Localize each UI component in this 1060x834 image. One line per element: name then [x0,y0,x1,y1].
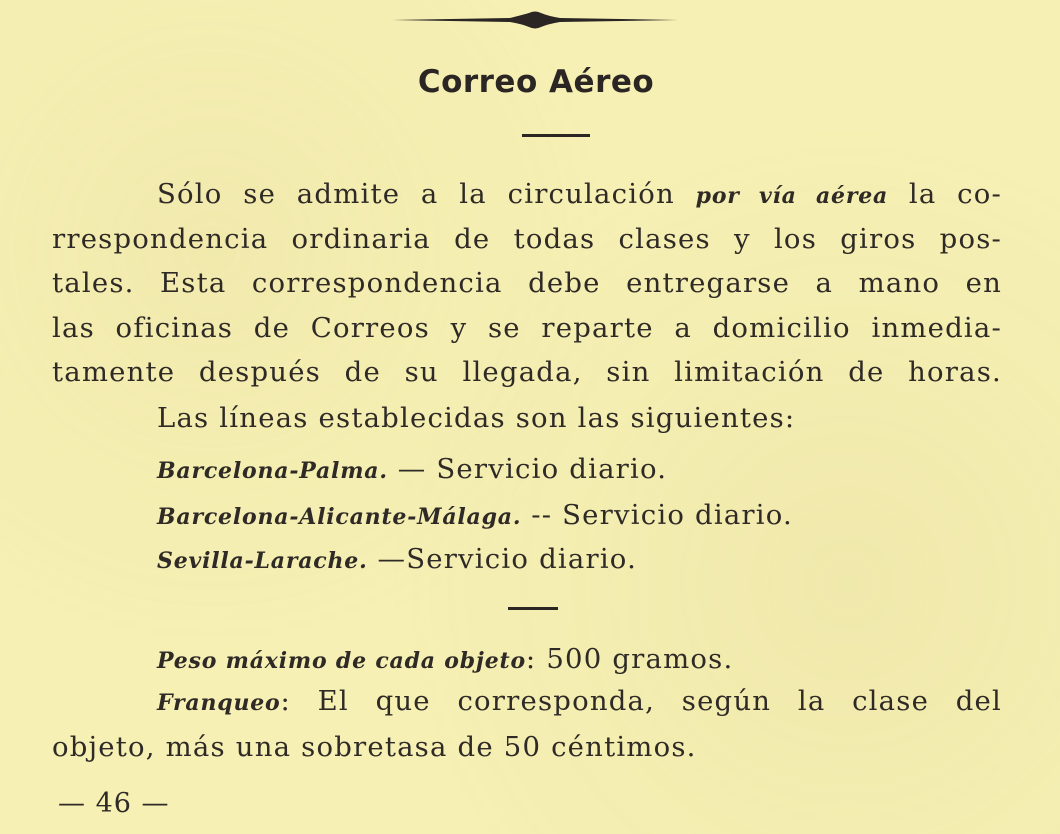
postage-label: Franqueo [157,690,281,716]
page-title: Correo Aéreo [417,64,655,100]
line-3-text: tales. Esta correspondencia debe entregarse a mano en [52,267,1002,299]
route-service: —Servicio diario. [367,543,638,575]
route-name: Barcelona-Alicante-Málaga. [157,504,522,530]
weight-line [157,643,734,675]
line-1-text-italic: por vía aérea [695,183,889,209]
line-4-text: las oficinas de Correos y se reparte a domicilio inmedia- [52,312,1002,344]
line-1-text-b: la co- [888,178,1003,210]
paragraph-line-1 [157,178,1003,210]
postage-text-1: : El que corresponda, según la clase del [280,685,1002,717]
route-name: Barcelona-Palma. [157,458,388,484]
paragraph-line-3 [52,267,1002,299]
postage-line-1 [157,685,1002,717]
weight-label: Peso máximo de cada objeto [157,648,526,674]
line-2-text: rrespondencia ordinaria de todas clases y los giros pos- [52,223,1002,255]
paragraph-line-5 [52,356,1002,388]
title-rule [522,134,590,137]
lines-intro: Las líneas establecidas son las siguientes: [157,402,796,434]
section-rule [508,607,558,610]
route-service: -- Servicio diario. [521,499,793,531]
page-number: — 46 — [58,788,170,819]
paragraph-line-4 [52,312,1002,344]
route-name: Sevilla-Larache. [157,548,368,574]
weight-value: : 500 gramos. [525,643,734,675]
route-item [157,543,638,575]
line-1-text-a: Sólo se admite a la circulación [157,178,696,210]
postage-line-2: objeto, más una sobretasa de 50 céntimos. [52,731,697,763]
line-5-text: tamente después de su llegada, sin limitación de horas. [52,356,1002,388]
route-item [157,453,668,485]
route-item [157,499,793,531]
route-service: — Servicio diario. [387,453,668,485]
ornamental-divider [392,10,678,30]
paragraph-line-2 [52,223,1002,255]
